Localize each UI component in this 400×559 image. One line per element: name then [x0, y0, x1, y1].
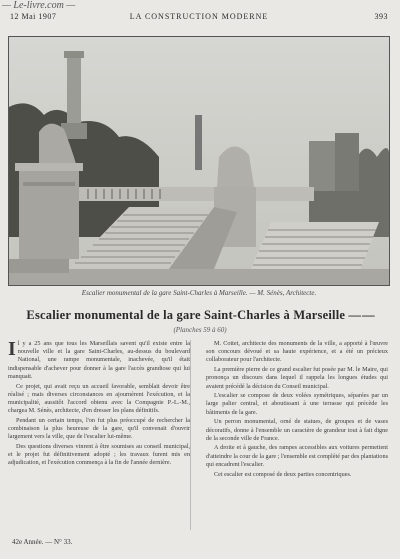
paragraph: La première pierre de ce grand escalier fut posée par M. le Maire, qui prononça un discours dans lequel il rappela les longues études qui avaient précédé la décision du Conseil municipal. [206, 366, 388, 390]
article-title [0, 308, 400, 323]
paragraph: Des questions diverses vinrent à être soumises au conseil municipal, et le projet fut définitivement adopté ; les travaux furent mis en adjudication, et l'exécution commença à la fin de l'année dernière. [8, 442, 190, 467]
paragraph: Pendant un certain temps, l'on fut plus préoccupé de rechercher la combinaison la plus heureuse de la gare, qu'il convenait d'ouvrir largement vers la ville, que de l'escalier lui-même. [8, 416, 190, 441]
article-subtitle: (Planches 59 à 60) [173, 326, 227, 334]
title-dash: — — [348, 308, 374, 322]
right-column [206, 340, 388, 534]
photo-caption: Escalier monumental de la gare Saint-Charles à Marseille. — M. Sénès, Architecte. [81, 289, 317, 297]
paragraph: Cet escalier est composé de deux parties concentriques. [214, 470, 352, 478]
paragraph: A droite et à gauche, des rampes accessibles aux voitures permettent d'atteindre la cour de la gare ; l'ensemble est complété par des plantations qui encadrent l'escalier. [206, 444, 388, 468]
issue-date: 12 Mai 1907 [10, 12, 57, 21]
paragraph: Un perron monumental, orné de statues, de groupes et de vases décoratifs, donne à l'ensemble un caractère de grandeur tout à fait digne de la seconde ville de France. [206, 418, 388, 442]
article-body [8, 340, 388, 534]
drop-cap: I [8, 340, 16, 360]
journal-title: LA CONSTRUCTION MODERNE [129, 12, 269, 21]
paragraph: Ce projet, qui avait reçu un accueil favorable, semblait devoir être réalisé ; mais diverses circonstances en ajournèrent l'exécution, et la municipalité, aussitôt l'accord obtenu avec la Compagnie P.-L.-M., chargea M. Sénès, architecte, d'en dresser les plans définitifs. [8, 382, 190, 415]
article-title-text: Escalier monumental de la gare Saint-Charles à Marseille [26, 308, 346, 322]
watermark: — Le-livre.com — [2, 0, 76, 11]
issue-footer: 42e Année. — N° 33. [12, 538, 73, 546]
page-number: 393 [374, 12, 388, 21]
staircase-photograph [8, 36, 390, 286]
staircase-photo-illustration [9, 37, 389, 285]
paragraph: M. Cottet, architecte des monuments de la ville, a apporté à l'œuvre son concours dévoué et sa haute expérience, et a été un précieux collaborateur pour l'architecte. [206, 340, 388, 364]
running-head [10, 12, 388, 24]
paragraph: L'escalier se compose de deux volées symétriques, séparées par un large palier central, et aboutissant à une terrasse qui précède les bâtiments de la gare. [206, 392, 388, 416]
paragraph: Il y a 25 ans que tous les Marseillais savent qu'il existe entre la nouvelle ville et la gare Saint-Charles, au-dessus du boulevard National, une rampe monumentale, inachevée, qu'il était indispensable d'achever pour donner à la gare l'accès grandiose qui lui manquait. [8, 340, 190, 380]
left-column [8, 340, 190, 534]
